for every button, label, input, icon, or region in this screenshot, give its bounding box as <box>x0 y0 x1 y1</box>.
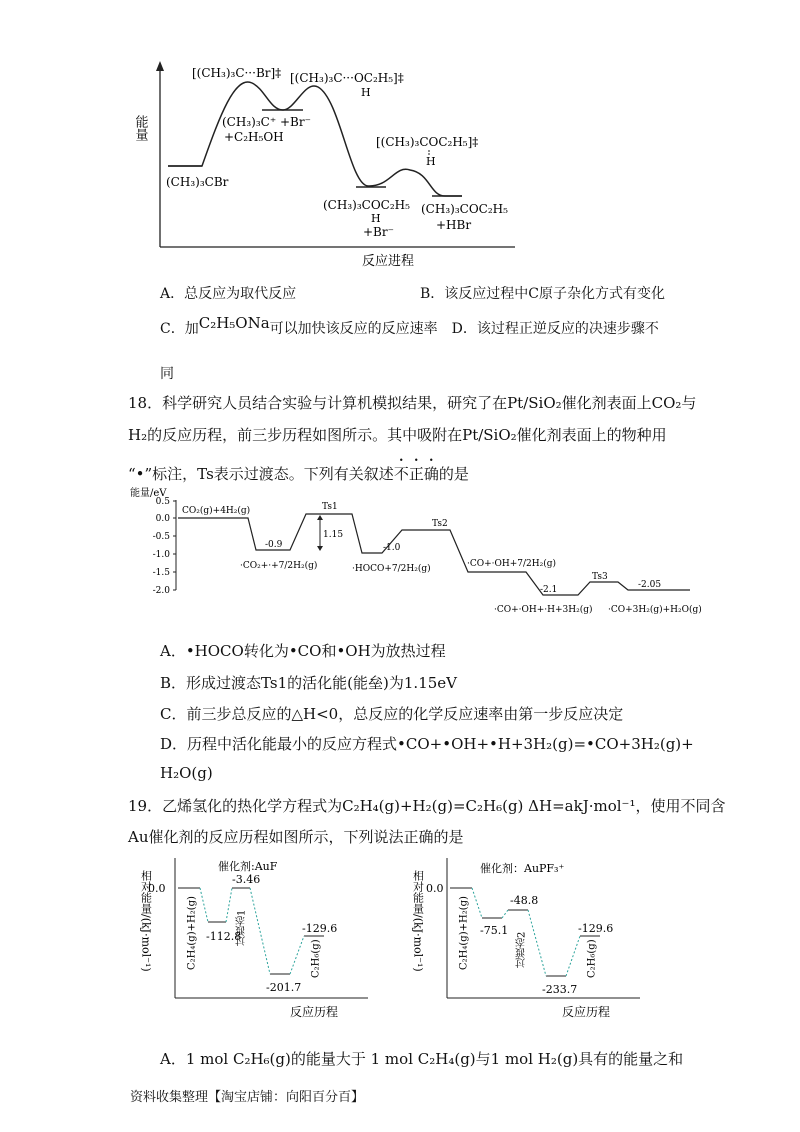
fig2-ts1-gap: 1.15 <box>323 530 344 540</box>
fig4-title: 催化剂：AuPF₃⁺ <box>480 862 565 875</box>
fig1-inter1-label2: +C₂H₅OH <box>224 130 284 144</box>
fig3-title: 催化剂:AuF <box>218 860 278 873</box>
energy-diagram-auf <box>128 850 378 1022</box>
fig2-ytick: -1.5 <box>152 568 170 578</box>
q18-line3-emph: 不正确 <box>393 465 439 483</box>
fig2-ts3: Ts3 <box>592 572 608 582</box>
fig3-ylabel: 相对能量/(kJ·mol⁻¹) <box>139 870 153 972</box>
fig3-v3: -201.7 <box>266 981 302 994</box>
fig2-ytick: -2.0 <box>152 586 170 596</box>
fig3-v2: -3.46 <box>232 873 261 886</box>
fig1-ylabel: 能量 <box>132 115 148 141</box>
fig3-v4: -129.6 <box>302 922 338 935</box>
fig2-s5v: -2.05 <box>638 580 662 590</box>
fig3-reactant: C₂H₄(g)+H₂(g) <box>186 896 198 970</box>
fig1-inter2-br: +Br⁻ <box>363 225 394 239</box>
fig1-inter2-label: (CH₃)₃COC₂H₅ <box>323 198 410 212</box>
fig2-ts1: Ts1 <box>322 502 338 512</box>
fig4-v4: -129.6 <box>578 922 614 935</box>
fig1-y-arrow <box>156 61 164 71</box>
fig1-ts3-h: H <box>426 155 436 168</box>
fig4-ylabel: 相对能量/(kJ·mol⁻¹) <box>411 870 425 972</box>
q18-option-d: D．历程中活化能最小的反应方程式•CO+•OH+•H+3H₂(g)=•CO+3H₂(g)+ <box>160 735 694 753</box>
q18-option-d-cont: H₂O(g) <box>160 764 213 782</box>
fig2-ytick: -0.5 <box>152 532 170 542</box>
q19-line1: 19．乙烯氢化的热化学方程式为C₂H₄(g)+H₂(g)=C₂H₆(g) ΔH=akJ·mol⁻¹，使用不同含 <box>128 797 726 815</box>
fig4-ts: 过渡态2 <box>516 931 528 968</box>
fig2-yticks <box>153 497 176 596</box>
fig1-start-label: (CH₃)₃CBr <box>166 175 229 189</box>
fig2-s0: CO₂(g)+4H₂(g) <box>182 506 251 516</box>
fig3-xlabel: 反应历程 <box>290 1005 339 1019</box>
q18-option-c: C．前三步总反应的△H<0，总反应的化学反应速率由第一步反应决定 <box>160 705 624 723</box>
energy-diagram-aupf3 <box>400 850 650 1022</box>
fig2-s4: ·CO+·OH+·H+3H₂(g) <box>494 605 593 615</box>
q17-option-c-formula: C₂H₅ONa <box>198 314 270 332</box>
fig1-prod-hbr: +HBr <box>436 218 472 232</box>
fig1-prod-label: (CH₃)₃COC₂H₅ <box>421 202 508 216</box>
fig3-v1: -112.8 <box>206 930 242 943</box>
fig4-v2: -48.8 <box>510 894 539 907</box>
fig2-s1: ·CO₂+·+7/2H₂(g) <box>240 561 318 571</box>
fig1-ts2-h: H <box>361 86 371 99</box>
fig3-product: C₂H₆(g) <box>310 939 322 978</box>
fig2-s4v: -2.1 <box>540 585 558 595</box>
q18-line3-pre: “•”标注，Ts表示过渡态。下列有关叙述 <box>128 465 394 483</box>
fig2-s5: ·CO+3H₂(g)+H₂O(g) <box>608 605 702 615</box>
q17-option-c-post: 可以加快该反应的反应速率 D．该过程正逆反应的决速步骤不 <box>269 321 659 337</box>
q19-line2: Au催化剂的反应历程如图所示，下列说法正确的是 <box>128 828 464 846</box>
q17-option-c-pre: C．加 <box>160 321 199 337</box>
fig4-v3: -233.7 <box>542 983 578 996</box>
fig1-ts3-label: [(CH₃)₃COC₂H₅]‡ <box>376 135 479 149</box>
fig4-v0: 0.0 <box>426 882 444 895</box>
q18-option-a: A．•HOCO转化为•CO和•OH为放热过程 <box>160 642 446 660</box>
energy-diagram-1 <box>132 55 540 275</box>
q17-option-b: B．该反应过程中C原子杂化方式有变化 <box>420 286 665 302</box>
fig4-reactant: C₂H₄(g)+H₂(g) <box>458 896 470 970</box>
fig1-inter1-label: (CH₃)₃C⁺ +Br⁻ <box>222 115 311 129</box>
fig3-v0: 0.0 <box>148 882 166 895</box>
energy-diagram-2 <box>130 482 705 622</box>
q19-option-a: A．1 mol C₂H₆(g)的能量大于 1 mol C₂H₄(g)与1 mol H₂(g)具有的能量之和 <box>160 1050 684 1068</box>
fig4-xlabel: 反应历程 <box>562 1005 611 1019</box>
fig2-ts1-arrow-down <box>317 546 323 551</box>
fig4-v1: -75.1 <box>480 924 509 937</box>
fig4-product: C₂H₆(g) <box>586 939 598 978</box>
q18-line3 <box>128 456 469 484</box>
fig2-ylabel: 能量/eV <box>130 488 167 499</box>
q17-option-c-cont: 同 <box>160 366 174 382</box>
page-footer: 资料收集整理【淘宝店铺：向阳百分百】 <box>130 1090 365 1105</box>
fig2-s2v: -1.0 <box>383 543 401 553</box>
q18-line1: 18．科学研究人员结合实验与计算机模拟结果，研究了在Pt/SiO₂催化剂表面上CO₂与 <box>128 394 697 412</box>
fig1-inter2-h: H <box>371 212 381 225</box>
fig2-ts2: Ts2 <box>432 519 448 529</box>
fig2-s1v: -0.9 <box>265 540 283 550</box>
q18-line2: H₂的反应历程，前三步历程如图所示。其中吸附在Pt/SiO₂催化剂表面上的物种用 <box>128 426 667 444</box>
fig2-ytick: 0.5 <box>155 497 170 507</box>
fig2-ts1-arrow-up <box>317 515 323 520</box>
fig2-s3: ·CO+·OH+7/2H₂(g) <box>467 559 557 569</box>
q17-option-a: A．总反应为取代反应 <box>160 286 297 302</box>
fig1-ts1-label: [(CH₃)₃C···Br]‡ <box>192 66 282 80</box>
fig1-xlabel: 反应进程 <box>362 254 415 269</box>
fig2-ytick: -1.0 <box>152 550 170 560</box>
fig2-ytick: 0.0 <box>155 514 170 524</box>
q18-line3-post: 的是 <box>438 465 469 483</box>
fig2-s2: ·HOCO+7/2H₂(g) <box>352 564 431 574</box>
q17-option-c <box>160 314 659 338</box>
q18-option-b: B．形成过渡态Ts1的活化能(能垒)为1.15eV <box>160 674 457 692</box>
fig3-ts: 过渡态1 <box>236 909 248 946</box>
fig1-ts2-label: [(CH₃)₃C···OC₂H₅]‡ <box>290 71 404 85</box>
